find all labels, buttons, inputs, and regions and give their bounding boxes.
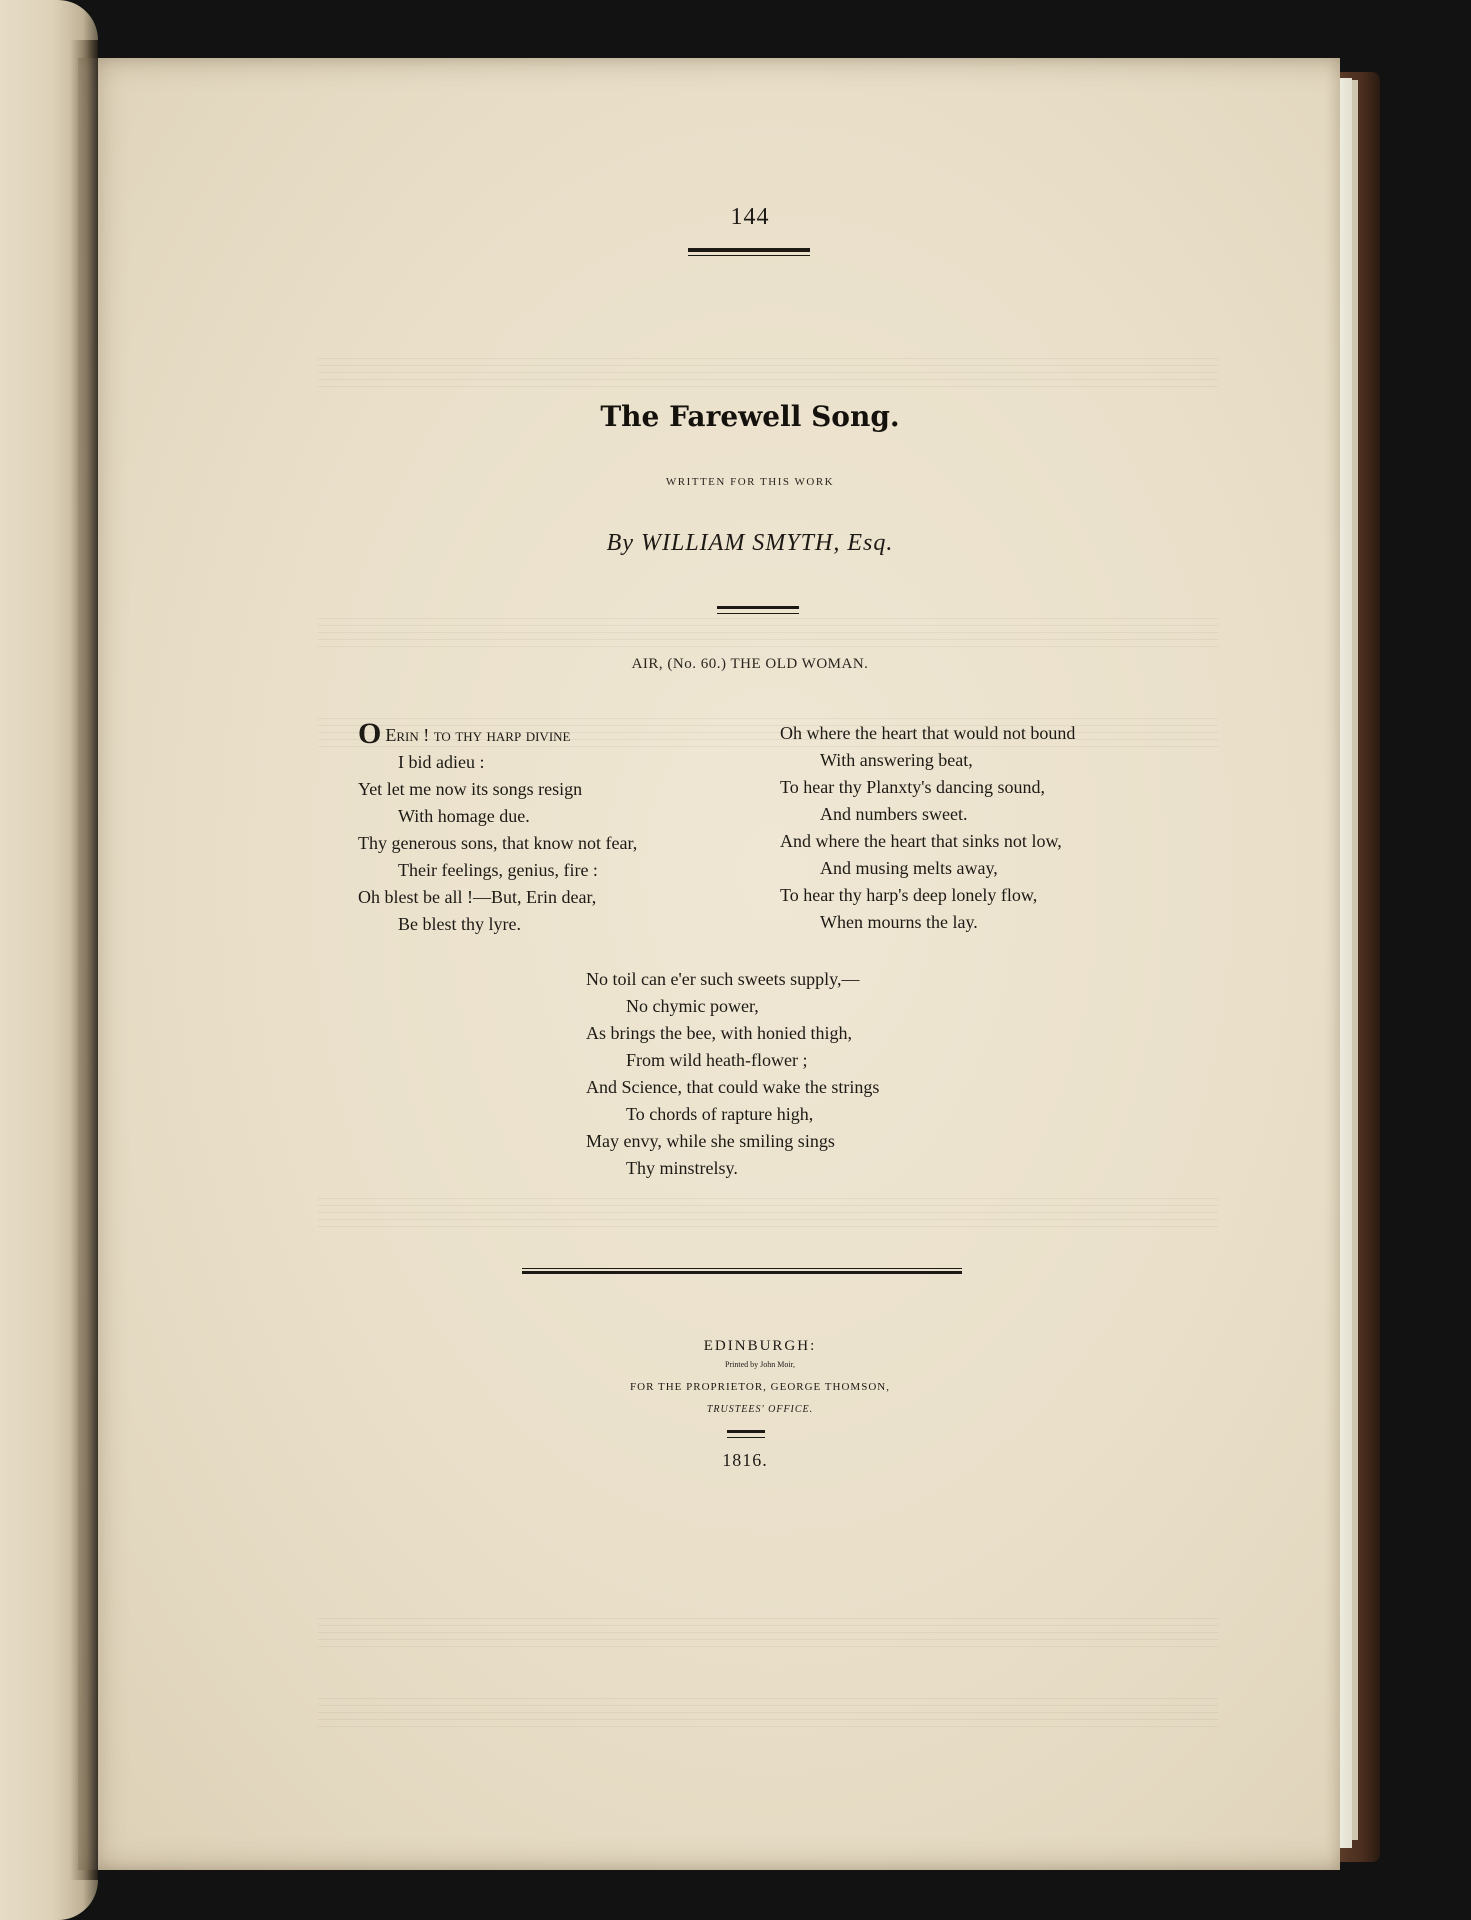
verso-showthrough xyxy=(318,1198,1218,1232)
page-number-rule xyxy=(688,248,810,252)
verse-line xyxy=(358,717,637,750)
air-line: AIR, (No. 60.) THE OLD WOMAN. xyxy=(631,656,869,672)
verse-line: When mourns the lay. xyxy=(820,912,978,932)
verse-line: With homage due. xyxy=(398,806,530,826)
verse-line-text: Erin ! to thy harp divine xyxy=(385,725,571,745)
verse-line: As brings the bee, with honied thigh, xyxy=(586,1023,852,1043)
verse-line: No toil can e'er such sweets supply,— xyxy=(586,969,860,989)
song-title: The Farewell Song. xyxy=(600,400,900,433)
stanza-2 xyxy=(780,720,1075,936)
verse-line: And musing melts away, xyxy=(820,858,998,878)
verse-line: Thy generous sons, that know not fear, xyxy=(358,833,638,853)
verse-line: And Science, that could wake the strings xyxy=(586,1077,880,1097)
verse-line: To hear thy Planxty's dancing sound, xyxy=(780,777,1045,797)
verse-line: No chymic power, xyxy=(626,996,759,1016)
verse-line: Be blest thy lyre. xyxy=(398,914,521,934)
author-rule xyxy=(717,606,799,609)
verse-line: I bid adieu : xyxy=(398,752,485,772)
page-number: 144 xyxy=(730,204,770,230)
verse-line: Oh blest be all !—But, Erin dear, xyxy=(358,887,597,907)
imprint-office: TRUSTEES' OFFICE. xyxy=(706,1404,814,1415)
verse-line: Their feelings, genius, fire : xyxy=(398,860,598,880)
song-author: By WILLIAM SMYTH, Esq. xyxy=(606,530,894,556)
verse-line: With answering beat, xyxy=(820,750,973,770)
verse-line: Oh where the heart that would not bound xyxy=(780,723,1076,743)
stanza-1 xyxy=(358,717,638,938)
imprint-rule xyxy=(522,1268,962,1269)
verse-line: To hear thy harp's deep lonely flow, xyxy=(780,885,1038,905)
book-page xyxy=(78,58,1340,1870)
verso-showthrough xyxy=(318,1618,1218,1652)
imprint-printer: Printed by John Moir, xyxy=(725,1360,795,1369)
song-subtitle: WRITTEN FOR THIS WORK xyxy=(665,476,835,488)
verse-line: From wild heath-flower ; xyxy=(626,1050,808,1070)
verse-line: And where the heart that sinks not low, xyxy=(780,831,1062,851)
drop-cap: O xyxy=(358,717,382,750)
verse-line: Thy minstrelsy. xyxy=(626,1158,738,1178)
verse-line: Yet let me now its songs resign xyxy=(358,779,583,799)
year-rule xyxy=(727,1430,765,1433)
verso-showthrough xyxy=(318,358,1218,392)
imprint-city: EDINBURGH: xyxy=(703,1338,817,1354)
verso-showthrough xyxy=(318,1698,1218,1732)
imprint-year: 1816. xyxy=(722,1450,768,1470)
verse-line: May envy, while she smiling sings xyxy=(586,1131,835,1151)
stanza-3 xyxy=(586,966,879,1182)
page-edge-sheet-inner xyxy=(1352,80,1358,1840)
book-gutter-shadow xyxy=(70,40,98,1880)
verso-showthrough xyxy=(318,618,1218,652)
verse-line: To chords of rapture high, xyxy=(626,1104,814,1124)
verse-line: And numbers sweet. xyxy=(820,804,968,824)
imprint-proprietor: FOR THE PROPRIETOR, GEORGE THOMSON, xyxy=(630,1381,890,1393)
